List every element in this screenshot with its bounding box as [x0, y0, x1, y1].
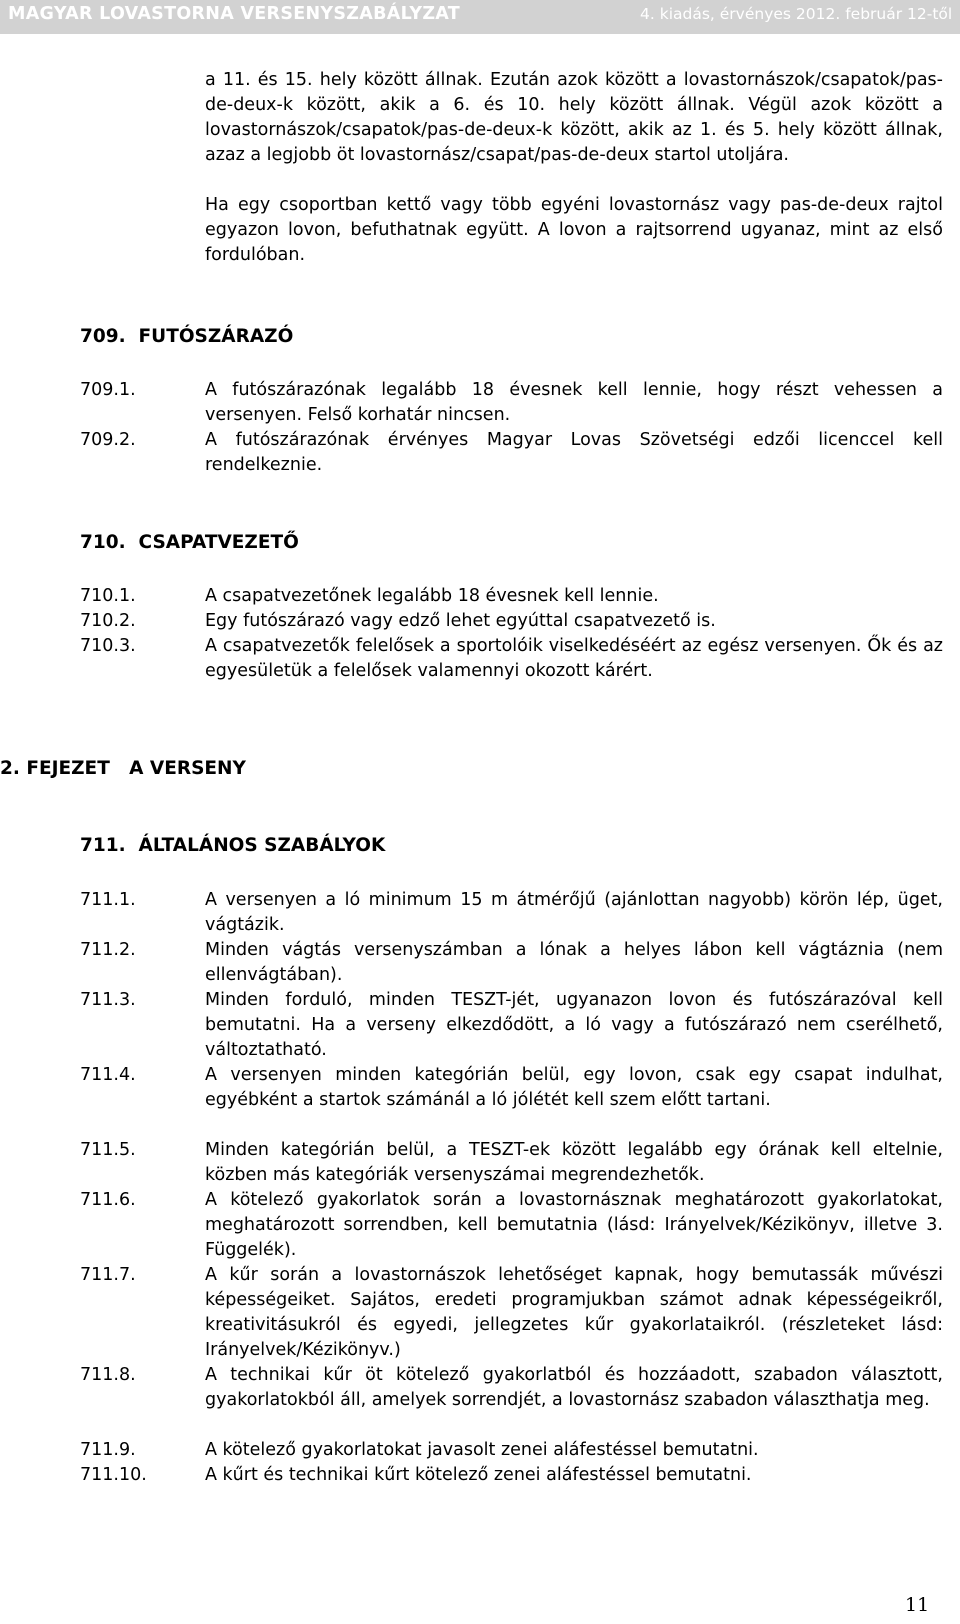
item-text: A kűr során a lovastornászok lehetőséget kapnak, hogy bemutassák művészi képességeiket. Sajátos, eredeti programjukban számot adnak képességeikről, kreativitásukról és egyedi, jellegzetes kűr gyakorlataikról. (részleteket lásd: Irányelvek/Kézikönyv.) — [205, 1265, 943, 1360]
item-number: 711.7. — [80, 1265, 136, 1285]
item-number: 711.4. — [80, 1065, 136, 1085]
item-text: A technikai kűr öt kötelező gyakorlatból és hozzáadott, szabadon választott, gyakorlatokból áll, amelyek sorrendjét, a lovastornász szabadon választhatja meg. — [205, 1365, 943, 1410]
list-item — [80, 1263, 943, 1363]
item-text: Minden kategórián belül, a TESZT-ek között legalább egy órának kell eltelnie, közben más kategóriák versenyszámai megrendezhetők. — [205, 1140, 943, 1185]
section-heading: FUTÓSZÁRAZÓ — [138, 326, 294, 347]
item-number: 710.3. — [80, 636, 136, 656]
section-title-710 — [80, 532, 299, 553]
item-text: Minden vágtás versenyszámban a lónak a helyes lábon kell vágtáznia (nem ellenvágtában). — [205, 940, 943, 985]
item-number: 711.9. — [80, 1440, 136, 1460]
list-item — [80, 1438, 943, 1463]
section-title-709 — [80, 326, 293, 347]
item-text: Minden forduló, minden TESZT-jét, ugyanazon lovon és futószárazóval kell bemutatni. Ha a verseny elkezdődött, a ló vagy a futószárazó nem cserélhető, változtatható. — [205, 990, 943, 1060]
section-heading: CSAPATVEZETŐ — [138, 532, 299, 553]
list-item — [80, 938, 943, 988]
section-number: 711. — [80, 835, 126, 856]
page-header — [0, 0, 960, 34]
item-number: 711.6. — [80, 1190, 136, 1210]
list-item — [80, 1138, 943, 1188]
chapter-title: A VERSENY — [129, 758, 246, 779]
item-number: 711.5. — [80, 1140, 136, 1160]
list-item — [80, 1063, 943, 1113]
document-title: MAGYAR LOVASTORNA VERSENYSZABÁLYZAT — [8, 4, 461, 24]
list-item — [80, 1363, 943, 1413]
list-item — [80, 428, 943, 478]
chapter-heading — [0, 758, 246, 779]
item-number: 711.10. — [80, 1465, 147, 1485]
item-text: A versenyen minden kategórián belül, egy lovon, csak egy csapat indulhat, egyébként a startok számánál a ló jólétét kell szem előtt tartani. — [205, 1065, 943, 1110]
list-item — [80, 378, 943, 428]
section-heading: ÁLTALÁNOS SZABÁLYOK — [138, 835, 386, 856]
item-number: 709.1. — [80, 380, 136, 400]
intro-paragraph: a 11. és 15. hely között állnak. Ezután azok között a lovastornászok/csapatok/pas-de-deux-k között, akik a 6. és 10. hely között állnak. Végül azok között a lovastornászok/csapatok/pas-de-deux-k között, akik az 1. és 5. hely között állnak, azaz a legjobb öt lovastornász/csapat/pas-de-deux startol utoljára. — [205, 70, 943, 165]
item-text: A csapatvezetőnek legalább 18 évesnek kell lennie. — [205, 586, 659, 606]
item-text: A csapatvezetők felelősek a sportolóik viselkedéséért az egész versenyen. Ők és az egyesületük a felelősek valamennyi okozott kárért. — [205, 636, 943, 681]
item-number: 710.1. — [80, 586, 136, 606]
item-number: 710.2. — [80, 611, 136, 631]
item-number: 711.2. — [80, 940, 136, 960]
page-number: 11 — [905, 1594, 930, 1616]
item-number: 709.2. — [80, 430, 136, 450]
list-item — [80, 584, 943, 609]
edition-info: 4. kiadás, érvényes 2012. február 12-től — [640, 5, 953, 23]
section-number: 709. — [80, 326, 126, 347]
list-item — [80, 888, 943, 938]
item-number: 711.8. — [80, 1365, 136, 1385]
list-item — [80, 1463, 943, 1488]
chapter-number: 2. FEJEZET — [0, 758, 110, 779]
item-text: A futószárazónak legalább 18 évesnek kell lennie, hogy részt vehessen a versenyen. Felső korhatár nincsen. — [205, 380, 943, 425]
section-number: 710. — [80, 532, 126, 553]
section-title-711 — [80, 835, 385, 856]
list-item — [80, 609, 943, 634]
item-number: 711.3. — [80, 990, 136, 1010]
list-item — [80, 1188, 943, 1263]
item-text: Egy futószárazó vagy edző lehet egyúttal csapatvezető is. — [205, 611, 716, 631]
item-text: A kötelező gyakorlatok során a lovastornásznak meghatározott gyakorlatokat, meghatározott sorrendben, kell bemutatnia (lásd: Irányelvek/Kézikönyv, illetve 3. Függelék). — [205, 1190, 943, 1260]
item-text: A futószárazónak érvényes Magyar Lovas Szövetségi edzői licenccel kell rendelkeznie. — [205, 430, 943, 475]
item-text: A versenyen a ló minimum 15 m átmérőjű (ajánlottan nagyobb) körön lép, üget, vágtázik. — [205, 890, 943, 935]
list-item — [80, 988, 943, 1063]
item-text: A kűrt és technikai kűrt kötelező zenei aláfestéssel bemutatni. — [205, 1465, 752, 1485]
list-item — [80, 634, 943, 684]
item-text: A kötelező gyakorlatokat javasolt zenei aláfestéssel bemutatni. — [205, 1440, 759, 1460]
item-number: 711.1. — [80, 890, 136, 910]
intro-paragraph: Ha egy csoportban kettő vagy több egyéni lovastornász vagy pas-de-deux rajtol egyazon lovon, befuthatnak együtt. A lovon a rajtsorrend ugyanaz, mint az első fordulóban. — [205, 195, 943, 265]
